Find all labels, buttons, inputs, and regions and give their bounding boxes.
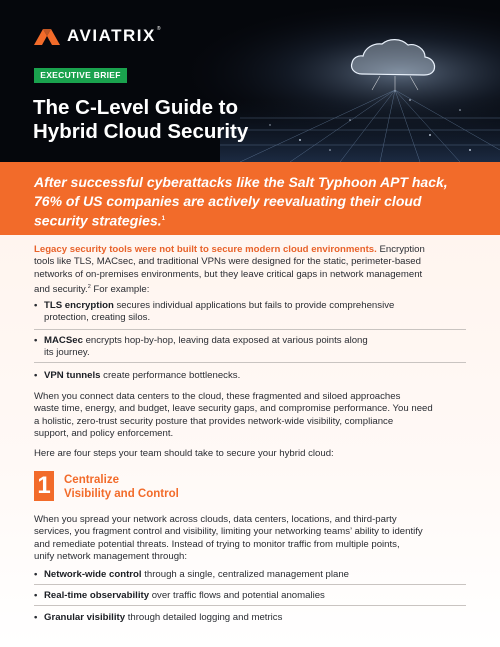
paragraph-four-steps: Here are four steps your team should take to secure your hybrid cloud: bbox=[34, 448, 334, 459]
para4-line-3: and remediate potential threats. Instead of trying to monitor traffic from multiple points, bbox=[34, 538, 400, 550]
step-title bbox=[64, 473, 284, 501]
intro-paragraph bbox=[34, 244, 480, 297]
bullet-text: secures individual applications but fails to provide comprehensive bbox=[113, 300, 395, 311]
para4-line-4: unify network management through: bbox=[34, 551, 188, 563]
list-item-network-control bbox=[34, 569, 474, 581]
bullet-text: through a single, centralized management plane bbox=[141, 569, 350, 580]
banner-line-2: 76% of US companies are actively reevaluating their cloud bbox=[34, 192, 422, 209]
divider bbox=[34, 605, 466, 606]
intro-line-3: networks of on-premises environments, but they leave critical gaps in network management bbox=[34, 268, 423, 280]
banner-line-1: After successful cyberattacks like the Salt Typhoon APT hack, bbox=[34, 174, 448, 190]
list-item-observability bbox=[34, 590, 474, 602]
intro-line-4 bbox=[34, 281, 480, 297]
bullet-continuation: its journey. bbox=[44, 347, 90, 359]
title-line-2: Hybrid Cloud Security bbox=[33, 120, 249, 143]
bullet-text: through detailed logging and metrics bbox=[125, 612, 283, 623]
list-item-macsec bbox=[34, 335, 474, 360]
bullet-dot: • bbox=[34, 300, 38, 311]
footnote-1: 1 bbox=[161, 216, 165, 222]
aviatrix-logo-icon bbox=[34, 27, 60, 46]
intro-line-4-post: For example: bbox=[90, 284, 150, 296]
aviatrix-logo bbox=[34, 26, 161, 46]
paragraph-fragmentation bbox=[34, 391, 480, 441]
bullet-dot: • bbox=[34, 335, 38, 346]
bullet-dot: • bbox=[34, 569, 38, 580]
bullet-dot: • bbox=[34, 612, 38, 623]
executive-brief-badge: EXECUTIVE BRIEF bbox=[34, 68, 127, 83]
hero-banner bbox=[0, 0, 500, 162]
banner-line-3 bbox=[34, 210, 470, 230]
title-line-1: The C-Level Guide to bbox=[33, 96, 239, 119]
para2-line-3: a holistic, zero-trust security posture that provides network-wide visibility, compliance bbox=[34, 415, 394, 427]
list-item-granular-visibility bbox=[34, 612, 474, 624]
intro-line-1 bbox=[34, 244, 480, 256]
bullet-bold: VPN tunnels bbox=[44, 370, 101, 381]
para2-line-2: waste time, energy, and budget, leave security gaps, and compromise performance. You need bbox=[34, 403, 433, 415]
bullet-text: create performance bottlenecks. bbox=[100, 370, 241, 381]
bullet-bold: Real-time observability bbox=[44, 590, 150, 601]
trademark-symbol: ® bbox=[156, 26, 161, 32]
divider bbox=[34, 329, 466, 330]
intro-line-4-pre: and security. bbox=[34, 284, 88, 296]
brand-name: AVIATRIX bbox=[67, 26, 156, 45]
intro-line-1-rest: Encryption bbox=[376, 244, 425, 255]
step-number: 1 bbox=[34, 471, 54, 501]
paragraph-step1 bbox=[34, 514, 480, 564]
list-item-vpn bbox=[34, 370, 474, 382]
para2-line-1: When you connect data centers to the cloud, these fragmented and siloed approaches bbox=[34, 391, 401, 402]
footnote-2: 2 bbox=[87, 284, 91, 291]
intro-highlight: Legacy security tools were not built to secure modern cloud environments. bbox=[34, 244, 377, 255]
banner-line-3-text: security strategies. bbox=[34, 212, 162, 229]
bullet-dot: • bbox=[34, 370, 38, 381]
bullet-bold: MACSec bbox=[44, 335, 83, 346]
page-title bbox=[33, 96, 333, 144]
bullet-text: encrypts hop-by-hop, leaving data exposed at various points along bbox=[82, 335, 368, 346]
para2-line-4: support, and policy enforcement. bbox=[34, 428, 174, 440]
bullet-bold: TLS encryption bbox=[44, 300, 114, 311]
bullet-bold: Network-wide control bbox=[44, 569, 142, 580]
intro-line-2: tools like TLS, MACsec, and traditional VPNs were designed for the static, perimeter-based bbox=[34, 256, 421, 268]
divider bbox=[34, 584, 466, 585]
step-title-line-2: Visibility and Control bbox=[64, 488, 179, 500]
step-title-line-1: Centralize bbox=[64, 474, 119, 486]
bullet-bold: Granular visibility bbox=[44, 612, 126, 623]
bullet-continuation: protection, creating silos. bbox=[44, 312, 151, 324]
para4-line-2: services, you fragment control and visibility, limiting your networking teams’ ability to identify bbox=[34, 526, 423, 538]
bullet-dot: • bbox=[34, 590, 38, 601]
list-item-tls bbox=[34, 300, 474, 325]
bullet-text: over traffic flows and potential anomalies bbox=[149, 590, 325, 601]
para4-line-1: When you spread your network across clouds, data centers, locations, and third-party bbox=[34, 514, 397, 525]
key-stat-banner bbox=[0, 162, 500, 235]
divider bbox=[34, 362, 466, 363]
